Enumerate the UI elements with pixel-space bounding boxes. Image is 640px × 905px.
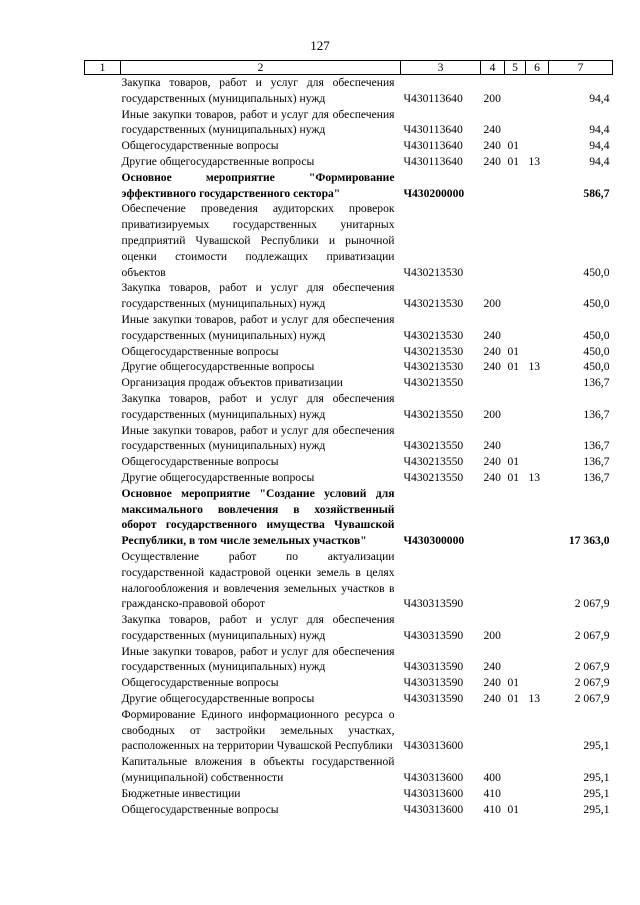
row-subsection: 13 xyxy=(528,360,541,374)
header-col-7: 7 xyxy=(549,61,613,75)
row-subsection xyxy=(526,707,549,754)
row-code: Ч430313600 xyxy=(403,786,464,800)
row-section xyxy=(505,107,526,139)
row-col-1 xyxy=(85,691,121,707)
row-amount: 295,1 xyxy=(583,802,610,816)
header-col-5: 5 xyxy=(505,61,526,75)
row-subsection xyxy=(526,486,549,549)
table-row xyxy=(85,154,613,170)
row-type xyxy=(481,707,505,754)
row-subsection xyxy=(526,344,549,360)
row-name: Общегосударственные вопросы xyxy=(121,455,279,469)
row-section: 01 xyxy=(507,692,520,706)
table-row xyxy=(85,612,613,644)
row-amount: 94,4 xyxy=(589,154,610,168)
row-col-1 xyxy=(85,486,121,549)
table-row xyxy=(85,201,613,280)
row-col-1 xyxy=(85,201,121,280)
row-subsection xyxy=(526,786,549,802)
row-subsection xyxy=(526,644,549,676)
row-type: 240 xyxy=(483,154,501,168)
row-name: Бюджетные инвестиции xyxy=(121,786,241,800)
row-section: 01 xyxy=(507,344,520,358)
row-type: 200 xyxy=(483,91,501,105)
row-name: Закупка товаров, работ и услуг для обеспечения государственных (муниципальных) нужд xyxy=(121,76,395,105)
row-type: 200 xyxy=(483,628,501,642)
row-subsection xyxy=(526,201,549,280)
header-col-1: 1 xyxy=(85,61,121,75)
row-section xyxy=(505,391,526,423)
row-amount: 2 067,9 xyxy=(574,660,610,674)
row-code: Ч430213530 xyxy=(403,360,464,374)
row-col-1 xyxy=(85,454,121,470)
row-type: 410 xyxy=(483,802,501,816)
row-name: Капитальные вложения в объекты государственной (муниципальной) собственности xyxy=(121,755,395,785)
row-col-1 xyxy=(85,786,121,802)
row-subsection xyxy=(526,675,549,691)
row-section xyxy=(505,312,526,344)
row-type: 240 xyxy=(483,139,501,153)
row-subsection xyxy=(526,612,549,644)
row-col-1 xyxy=(85,375,121,391)
row-amount: 94,4 xyxy=(589,91,610,105)
row-subsection xyxy=(526,391,549,423)
row-col-1 xyxy=(85,802,121,818)
row-col-1 xyxy=(85,344,121,360)
row-type: 240 xyxy=(483,123,501,137)
row-amount: 94,4 xyxy=(589,123,610,137)
table-row xyxy=(85,375,613,391)
table-row xyxy=(85,802,613,818)
row-name: Закупка товаров, работ и услуг для обеспечения государственных (муниципальных) нужд xyxy=(121,613,395,642)
row-col-1 xyxy=(85,754,121,786)
row-subsection xyxy=(526,454,549,470)
table-row xyxy=(85,786,613,802)
row-name: Иные закупки товаров, работ и услуг для обеспечения государственных (муниципальных) нужд xyxy=(121,107,395,137)
row-type: 240 xyxy=(483,328,501,342)
header-col-6: 6 xyxy=(526,61,549,75)
row-col-1 xyxy=(85,75,121,107)
row-col-1 xyxy=(85,359,121,375)
row-section xyxy=(505,707,526,754)
row-amount: 136,7 xyxy=(583,455,610,469)
table-row xyxy=(85,75,613,107)
row-col-1 xyxy=(85,107,121,139)
row-amount: 2 067,9 xyxy=(574,628,610,642)
header-col-3: 3 xyxy=(401,61,481,75)
row-code: Ч430313590 xyxy=(403,597,464,611)
row-type: 240 xyxy=(483,676,501,690)
row-type: 410 xyxy=(483,786,501,800)
table-row xyxy=(85,675,613,691)
row-amount: 136,7 xyxy=(583,439,610,453)
row-type: 240 xyxy=(483,455,501,469)
row-name: Организация продаж объектов приватизации xyxy=(121,376,343,390)
header-col-2: 2 xyxy=(121,61,401,75)
row-code: Ч430113640 xyxy=(403,154,463,168)
row-amount: 17 363,0 xyxy=(568,534,610,548)
row-col-1 xyxy=(85,549,121,612)
row-amount: 136,7 xyxy=(583,470,610,484)
row-subsection xyxy=(526,170,549,202)
row-col-1 xyxy=(85,138,121,154)
row-col-1 xyxy=(85,170,121,202)
row-section: 01 xyxy=(507,139,520,153)
row-type: 240 xyxy=(483,439,501,453)
row-name: Общегосударственные вопросы xyxy=(121,676,279,690)
row-section xyxy=(505,170,526,202)
table-row xyxy=(85,138,613,154)
row-section xyxy=(505,786,526,802)
row-name: Осуществление работ по актуализации государственной кадастровой оценки земель в целях налогообложения и вовлечения земельных участков в гражданско-правовой оборот xyxy=(121,549,395,611)
row-section xyxy=(505,75,526,107)
row-code: Ч430313590 xyxy=(403,692,464,706)
row-code: Ч430313590 xyxy=(403,676,464,690)
budget-table xyxy=(84,60,613,817)
table-body xyxy=(85,75,613,818)
row-amount: 94,4 xyxy=(589,139,610,153)
row-name: Другие общегосударственные вопросы xyxy=(121,154,315,168)
row-code: Ч430313600 xyxy=(403,739,464,753)
row-name: Иные закупки товаров, работ и услуг для обеспечения государственных (муниципальных) нужд xyxy=(121,312,395,342)
row-code: Ч430313590 xyxy=(403,628,464,642)
row-section: 01 xyxy=(507,470,520,484)
table-row xyxy=(85,707,613,754)
table-row xyxy=(85,280,613,312)
row-col-1 xyxy=(85,707,121,754)
row-subsection xyxy=(526,312,549,344)
row-type xyxy=(481,375,505,391)
row-amount: 295,1 xyxy=(583,786,610,800)
page-number: 127 xyxy=(310,38,330,53)
row-name: Другие общегосударственные вопросы xyxy=(121,692,315,706)
row-section: 01 xyxy=(507,802,520,816)
row-section xyxy=(505,280,526,312)
row-code: Ч430213530 xyxy=(403,344,464,358)
row-name: Другие общегосударственные вопросы xyxy=(121,360,315,374)
table-row xyxy=(85,644,613,676)
row-type: 200 xyxy=(483,407,501,421)
row-section xyxy=(505,423,526,455)
row-amount: 136,7 xyxy=(583,376,610,390)
row-section xyxy=(505,644,526,676)
row-section xyxy=(505,201,526,280)
row-col-1 xyxy=(85,280,121,312)
row-col-1 xyxy=(85,391,121,423)
row-amount: 450,0 xyxy=(583,360,610,374)
row-subsection xyxy=(526,802,549,818)
row-subsection xyxy=(526,423,549,455)
row-type xyxy=(481,201,505,280)
table-row xyxy=(85,170,613,202)
row-subsection: 13 xyxy=(528,692,541,706)
row-code: Ч430213530 xyxy=(403,297,464,311)
row-amount: 450,0 xyxy=(583,265,610,279)
row-code: Ч430213530 xyxy=(403,328,464,342)
row-amount: 450,0 xyxy=(583,344,610,358)
row-subsection: 13 xyxy=(528,154,541,168)
row-name: Основное мероприятие "Формирование эффективного государственного сектора" xyxy=(121,170,395,200)
row-code: Ч430300000 xyxy=(403,534,465,548)
row-section xyxy=(505,375,526,391)
row-code: Ч430113640 xyxy=(403,123,463,137)
row-type: 240 xyxy=(483,660,501,674)
row-amount: 2 067,9 xyxy=(574,676,610,690)
row-code: Ч430213550 xyxy=(403,470,464,484)
row-section: 01 xyxy=(507,360,520,374)
row-code: Ч430213550 xyxy=(403,439,464,453)
row-col-1 xyxy=(85,470,121,486)
row-type: 240 xyxy=(483,344,501,358)
row-subsection xyxy=(526,549,549,612)
row-code: Ч430113640 xyxy=(403,91,463,105)
table-row xyxy=(85,423,613,455)
row-code: Ч430313600 xyxy=(403,771,464,785)
row-section xyxy=(505,612,526,644)
row-name: Общегосударственные вопросы xyxy=(121,344,279,358)
row-code: Ч430213550 xyxy=(403,376,464,390)
row-subsection xyxy=(526,75,549,107)
row-code: Ч430113640 xyxy=(403,139,463,153)
row-col-1 xyxy=(85,154,121,170)
row-name: Общегосударственные вопросы xyxy=(121,139,279,153)
row-name: Общегосударственные вопросы xyxy=(121,802,279,816)
row-section xyxy=(505,754,526,786)
table-row xyxy=(85,549,613,612)
table-row xyxy=(85,754,613,786)
row-section xyxy=(505,549,526,612)
table-row xyxy=(85,312,613,344)
row-code: Ч430213530 xyxy=(403,265,464,279)
row-name: Иные закупки товаров, работ и услуг для обеспечения государственных (муниципальных) нужд xyxy=(121,423,395,453)
row-type: 240 xyxy=(483,360,501,374)
row-section: 01 xyxy=(507,676,520,690)
row-name: Иные закупки товаров, работ и услуг для обеспечения государственных (муниципальных) нужд xyxy=(121,644,395,674)
row-subsection xyxy=(526,375,549,391)
row-col-1 xyxy=(85,612,121,644)
row-col-1 xyxy=(85,644,121,676)
table-row xyxy=(85,486,613,549)
row-name: Закупка товаров, работ и услуг для обеспечения государственных (муниципальных) нужд xyxy=(121,281,395,311)
row-type: 400 xyxy=(483,771,501,785)
row-code: Ч430313600 xyxy=(403,802,464,816)
table-row xyxy=(85,359,613,375)
row-section: 01 xyxy=(507,455,520,469)
row-amount: 295,1 xyxy=(583,771,610,785)
row-name: Закупка товаров, работ и услуг для обеспечения государственных (муниципальных) нужд xyxy=(121,391,395,421)
header-row xyxy=(85,61,613,75)
row-amount: 450,0 xyxy=(583,328,610,342)
row-subsection xyxy=(526,107,549,139)
row-code: Ч430200000 xyxy=(403,186,465,200)
row-section xyxy=(505,486,526,549)
row-name: Основное мероприятие "Создание условий для максимального вовлечения в хозяйственный оборот государственного имущества Чувашской Республики, в том числе земельных участков" xyxy=(121,486,395,548)
row-type xyxy=(481,549,505,612)
row-code: Ч430213550 xyxy=(403,455,464,469)
row-subsection: 13 xyxy=(528,470,541,484)
table-row xyxy=(85,691,613,707)
row-type xyxy=(481,486,505,549)
row-name: Обеспечение проведения аудиторских проверок приватизируемых государственных унитарных предприятий Чувашской Республики и рыночной оценки стоимости подлежащих приватизации объектов xyxy=(121,202,395,279)
row-code: Ч430213550 xyxy=(403,407,464,421)
row-col-1 xyxy=(85,675,121,691)
table-row xyxy=(85,344,613,360)
row-col-1 xyxy=(85,423,121,455)
row-amount: 2 067,9 xyxy=(574,692,610,706)
table-row xyxy=(85,107,613,139)
row-name: Другие общегосударственные вопросы xyxy=(121,470,315,484)
table-row xyxy=(85,391,613,423)
table-row xyxy=(85,470,613,486)
table-row xyxy=(85,454,613,470)
row-section: 01 xyxy=(507,154,520,168)
row-name: Формирование Единого информационного ресурса о свободных от застройки земельных участках, расположенных на территории Чувашской Республики xyxy=(121,707,395,753)
row-type xyxy=(481,170,505,202)
row-col-1 xyxy=(85,312,121,344)
row-subsection xyxy=(526,280,549,312)
row-type: 200 xyxy=(483,297,501,311)
row-subsection xyxy=(526,754,549,786)
row-amount: 586,7 xyxy=(583,186,610,200)
header-col-4: 4 xyxy=(481,61,505,75)
row-amount: 2 067,9 xyxy=(574,597,610,611)
row-subsection xyxy=(526,138,549,154)
row-amount: 450,0 xyxy=(583,297,610,311)
row-type: 240 xyxy=(483,692,501,706)
row-type: 240 xyxy=(483,470,501,484)
row-code: Ч430313590 xyxy=(403,660,464,674)
row-amount: 295,1 xyxy=(583,739,610,753)
row-amount: 136,7 xyxy=(583,407,610,421)
